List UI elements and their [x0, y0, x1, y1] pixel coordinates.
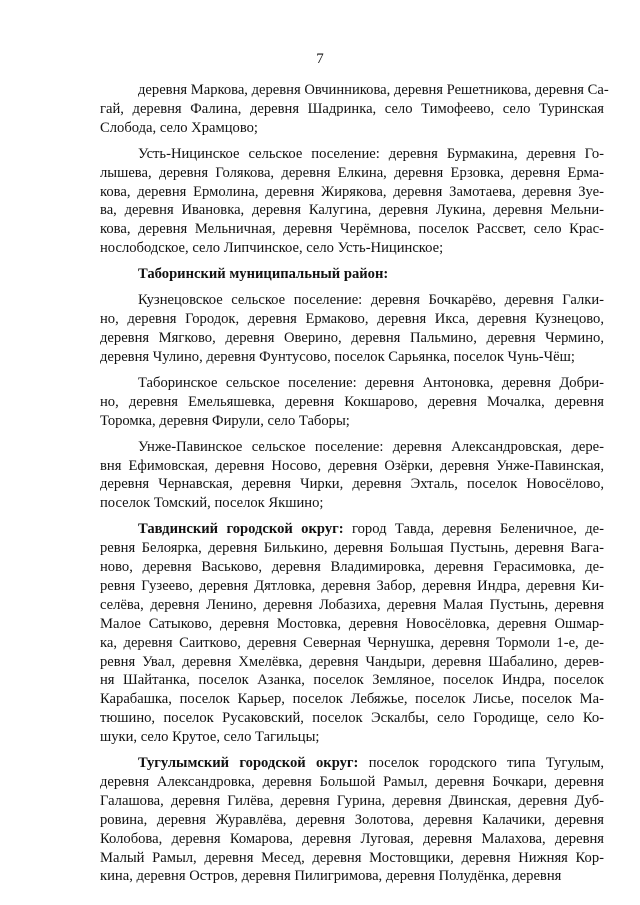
text-line: ново, деревня Васьково, деревня Владимировка, деревня Герасимовка, де- — [100, 559, 604, 576]
text-line: ня Шайтанка, поселок Азанка, поселок Земляное, поселок Индра, поселок — [100, 672, 604, 689]
text-run: город Тавда, деревня Беленичное, де- — [343, 521, 604, 538]
paragraph — [100, 374, 604, 431]
text-line: Унже-Павинское сельское поселение: деревня Александровская, дере- — [138, 438, 604, 455]
text-line: ревня Гузеево, деревня Дятловка, деревня Забор, деревня Индра, деревня Ки- — [100, 577, 604, 594]
text-line: ревня Белоярка, деревня Билькино, деревня Большая Пустынь, деревня Вага- — [100, 540, 604, 557]
text-line: Усть-Ницинское сельское поселение: деревня Бурмакина, деревня Го- — [138, 145, 604, 162]
text-line: Малое Сатыково, деревня Мостовка, деревня Новосёловка, деревня Ошмар- — [100, 615, 604, 632]
text-line: шуки, село Крутое, село Тагильцы; — [100, 729, 320, 746]
text-line: деревня Чернавская, деревня Чирки, деревня Эхталь, поселок Новосёлово, — [100, 476, 604, 493]
paragraph — [100, 291, 604, 367]
paragraph — [100, 81, 609, 138]
text-line: ка, деревня Саитково, деревня Северная Чернушка, деревня Тормоли 1-е, де- — [100, 634, 604, 651]
text-line: нослободское, село Липчинское, село Усть-Ницинское; — [100, 240, 444, 257]
text-line: деревня Чулино, деревня Фунтусово, поселок Сарьянка, поселок Чунь-Чёш; — [100, 348, 575, 365]
text-line: Кузнецовское сельское поселение: деревня Бочкарёво, деревня Галки- — [138, 292, 604, 309]
paragraph — [100, 754, 604, 886]
text-line: кова, деревня Ермолина, деревня Жирякова, деревня Замотаева, деревня Зуе- — [100, 183, 604, 200]
text-line: но, деревня Городок, деревня Ермаково, деревня Икса, деревня Кузнецово, — [100, 311, 604, 328]
paragraph — [100, 265, 604, 284]
text-line: но, деревня Емельяшевка, деревня Кокшарово, деревня Мочалка, деревня — [100, 393, 604, 410]
text-line: селёва, деревня Ленино, деревня Лобазиха, деревня Малая Пустынь, деревня — [100, 596, 604, 613]
text-line: кина, деревня Остров, деревня Пилигримова, деревня Полудёнка, деревня — [100, 868, 562, 885]
text-line: Слобода, село Храмцово; — [100, 119, 258, 136]
section-heading: Таборинский муниципальный район: — [138, 266, 389, 283]
document-body — [100, 81, 609, 893]
text-line: ва, деревня Ивановка, деревня Калугина, деревня Лукина, деревня Мельни- — [100, 202, 604, 219]
text-line: гай, деревня Фалина, деревня Шадринка, село Тимофеево, село Туринская — [100, 100, 604, 117]
text-line: Малый Рамыл, деревня Месед, деревня Мостовщики, деревня Нижняя Кор- — [100, 849, 604, 866]
text-line: Колобова, деревня Комарова, деревня Луговая, деревня Малахова, деревня — [100, 830, 604, 847]
text-line: ревня Увал, деревня Хмелёвка, деревня Чандыри, деревня Шабалино, дерев- — [100, 653, 604, 670]
text-line: деревня Мягково, деревня Оверино, деревня Пальмино, деревня Чермино, — [100, 329, 604, 346]
text-line — [100, 520, 604, 539]
paragraph — [100, 438, 604, 514]
text-line — [100, 754, 604, 773]
text-line: деревня Александровка, деревня Большой Рамыл, деревня Бочкари, деревня — [100, 773, 604, 790]
text-line: Торомка, деревня Фирули, село Таборы; — [100, 412, 350, 429]
text-line: тюшино, поселок Русаковский, поселок Эскалбы, село Городище, село Ко- — [100, 710, 604, 727]
text-line: кова, деревня Мельничная, деревня Черёмнова, поселок Рассвет, село Крас- — [100, 221, 604, 238]
text-line: деревня Маркова, деревня Овчинникова, деревня Решетникова, деревня Са- — [138, 82, 609, 98]
text-line: Галашова, деревня Гилёва, деревня Гурина, деревня Двинская, деревня Дуб- — [100, 792, 604, 809]
page-number: 7 — [316, 51, 324, 67]
text-line: Карабашка, поселок Карьер, поселок Лебяжье, поселок Лисье, поселок Ма- — [100, 691, 604, 708]
paragraph — [100, 145, 604, 258]
section-heading: Тугулымский городской округ: — [138, 755, 359, 772]
text-line: вня Ефимовская, деревня Носово, деревня Озёрки, деревня Унже-Павинская, — [100, 457, 604, 474]
text-line: ровина, деревня Журавлёва, деревня Золотова, деревня Калачики, деревня — [100, 811, 604, 828]
text-line: лышева, деревня Голякова, деревня Елкина, деревня Ерзовка, деревня Ерма- — [100, 164, 604, 181]
text-line: поселок Томский, поселок Якшино; — [100, 495, 324, 512]
paragraph — [100, 520, 604, 747]
section-heading: Тавдинский городской округ: — [138, 521, 344, 538]
text-line: Таборинское сельское поселение: деревня Антоновка, деревня Добри- — [138, 374, 604, 391]
text-run: поселок городского типа Тугулым, — [358, 755, 604, 772]
